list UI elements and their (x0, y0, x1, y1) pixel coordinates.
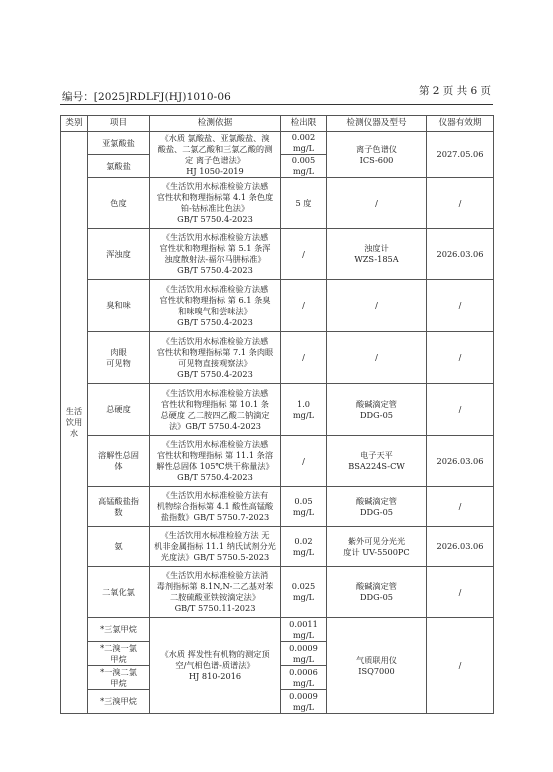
item-cell: 浑浊度 (88, 229, 150, 280)
item-cell: 溶解性总固 体 (88, 436, 150, 487)
instrument-cell: 酸碱滴定管 DDG-05 (327, 384, 427, 436)
basis-cell: 《生活饮用水标准检验方法感 官性状和物理指标 第 10.1 条 总硬度 乙二胺四乙酸二钠滴定 法》GB/T 5750.4-2023 (150, 384, 281, 436)
table-row (61, 487, 494, 527)
validity-cell: 2026.03.06 (427, 436, 494, 487)
header-row (61, 116, 494, 132)
instrument-cell: 离子色谱仪 ICS-600 (327, 132, 427, 178)
item-cell: *二溴一氯 甲烷 (88, 642, 150, 666)
item-cell: 二氧化氯 (88, 567, 150, 618)
item-cell: *三溴甲烷 (88, 690, 150, 714)
limit-cell: 0.0009 mg/L (281, 642, 327, 666)
basis-cell: 《生活饮用水标准检验方法有 机物综合指标第 4.1 酸性高锰酸 盐指数》GB/T 5750.7-2023 (150, 487, 281, 527)
basis-cell: 《水质 挥发性有机物的测定顶 空/气相色谱-质谱法》 HJ 810-2016 (150, 618, 281, 714)
limit-cell: / (281, 229, 327, 280)
validity-cell: / (427, 178, 494, 229)
item-cell: 色度 (88, 178, 150, 229)
validity-cell: / (427, 567, 494, 618)
item-cell: 臭和味 (88, 280, 150, 332)
item-cell: 肉眼 可见物 (88, 332, 150, 384)
category-cell: 生活 饮用 水 (61, 132, 88, 714)
instrument-cell: / (327, 332, 427, 384)
table-row (61, 229, 494, 280)
basis-cell: 《生活饮用水标准检验方法感 官性状和物理指标第 4.1 条色度 铂-钴标准比色法》 GB/T 5750.4-2023 (150, 178, 281, 229)
table-row (61, 436, 494, 487)
item-cell: 亚氯酸盐 (88, 132, 150, 155)
table-row (61, 132, 494, 155)
col-header-instrument: 检测仪器及型号 (327, 116, 427, 132)
header-rule (60, 104, 493, 105)
limit-cell: 0.0009 mg/L (281, 690, 327, 714)
limit-cell: 0.02 mg/L (281, 527, 327, 567)
instrument-cell: / (327, 280, 427, 332)
table-row (61, 280, 494, 332)
col-header-item: 项目 (88, 116, 150, 132)
limit-cell: 1.0 mg/L (281, 384, 327, 436)
basis-cell: 《生活饮用水标准检验方法 无 机非金属指标 11.1 纳氏试剂分光 光度法》GB/T 5750.5-2023 (150, 527, 281, 567)
basis-cell: 《生活饮用水标准检验方法感 官性状和物理指标 第 6.1 条臭 和味嗅气和尝味法》 GB/T 5750.4-2023 (150, 280, 281, 332)
validity-cell: / (427, 280, 494, 332)
col-header-limit: 检出限 (281, 116, 327, 132)
basis-cell: 《生活饮用水标准检验方法消 毒剂指标第 8.1N,N-二乙基对苯 二胺硫酸亚铁铵滴定法》 GB/T 5750.11-2023 (150, 567, 281, 618)
limit-cell: / (281, 332, 327, 384)
instrument-cell: 酸碱滴定管 DDG-05 (327, 487, 427, 527)
item-cell: *三氯甲烷 (88, 618, 150, 642)
report-number: 编号：[2025]RDLFJ(HJ)1010-06 (62, 91, 231, 103)
limit-cell: 0.002 mg/L (281, 132, 327, 155)
item-cell: 氯酸盐 (88, 155, 150, 178)
basis-cell: 《水质 氯酸盐、亚氯酸盐、溴 酸盐、二氯乙酸和三氯乙酸的测 定 离子色谱法》 HJ 1050-2019 (150, 132, 281, 178)
limit-cell: 0.0011 mg/L (281, 618, 327, 642)
table-row (61, 527, 494, 567)
page-indicator: 第 2 页 共 6 页 (418, 85, 491, 97)
table-row (61, 567, 494, 618)
table-row (61, 332, 494, 384)
validity-cell: / (427, 487, 494, 527)
limit-cell: / (281, 436, 327, 487)
instrument-cell: 气质联用仪 ISQ7000 (327, 618, 427, 714)
limit-cell: 0.05 mg/L (281, 487, 327, 527)
limit-cell: 0.0006 mg/L (281, 666, 327, 690)
validity-cell: / (427, 332, 494, 384)
item-cell: 高锰酸盐指 数 (88, 487, 150, 527)
validity-cell: 2026.03.06 (427, 527, 494, 567)
instrument-cell: 电子天平 BSA224S-CW (327, 436, 427, 487)
limit-cell: 5 度 (281, 178, 327, 229)
item-cell: 氨 (88, 527, 150, 567)
instrument-cell: 紫外可见分光光 度计 UV-5500PC (327, 527, 427, 567)
col-header-category: 类别 (61, 116, 88, 132)
instrument-cell: / (327, 178, 427, 229)
validity-cell: / (427, 384, 494, 436)
validity-cell: 2027.05.06 (427, 132, 494, 178)
item-cell: *一溴二氯 甲烷 (88, 666, 150, 690)
table-row (61, 178, 494, 229)
instrument-cell: 浊度计 WZS-185A (327, 229, 427, 280)
col-header-validity: 仪器有效期 (427, 116, 494, 132)
basis-cell: 《生活饮用水标准检验方法感 官性状和物理指标第 7.1 条肉眼 可见物直接观察法》 GB/T 5750.4-2023 (150, 332, 281, 384)
limit-cell: / (281, 280, 327, 332)
item-cell: 总硬度 (88, 384, 150, 436)
basis-cell: 《生活饮用水标准检验方法感 官性状和物理指标 第 11.1 条溶 解性总固体 105℃烘干称量法》 GB/T 5750.4-2023 (150, 436, 281, 487)
basis-cell: 《生活饮用水标准检验方法感 官性状和物理指标 第 5.1 条浑 浊度散射法-福尔马肼标准》 GB/T 5750.4-2023 (150, 229, 281, 280)
table-row (61, 384, 494, 436)
validity-cell: / (427, 618, 494, 714)
col-header-basis: 检测依据 (150, 116, 281, 132)
table-row (61, 618, 494, 642)
limit-cell: 0.005 mg/L (281, 155, 327, 178)
test-method-table (60, 115, 494, 714)
instrument-cell: 酸碱滴定管 DDG-05 (327, 567, 427, 618)
validity-cell: 2026.03.06 (427, 229, 494, 280)
limit-cell: 0.025 mg/L (281, 567, 327, 618)
